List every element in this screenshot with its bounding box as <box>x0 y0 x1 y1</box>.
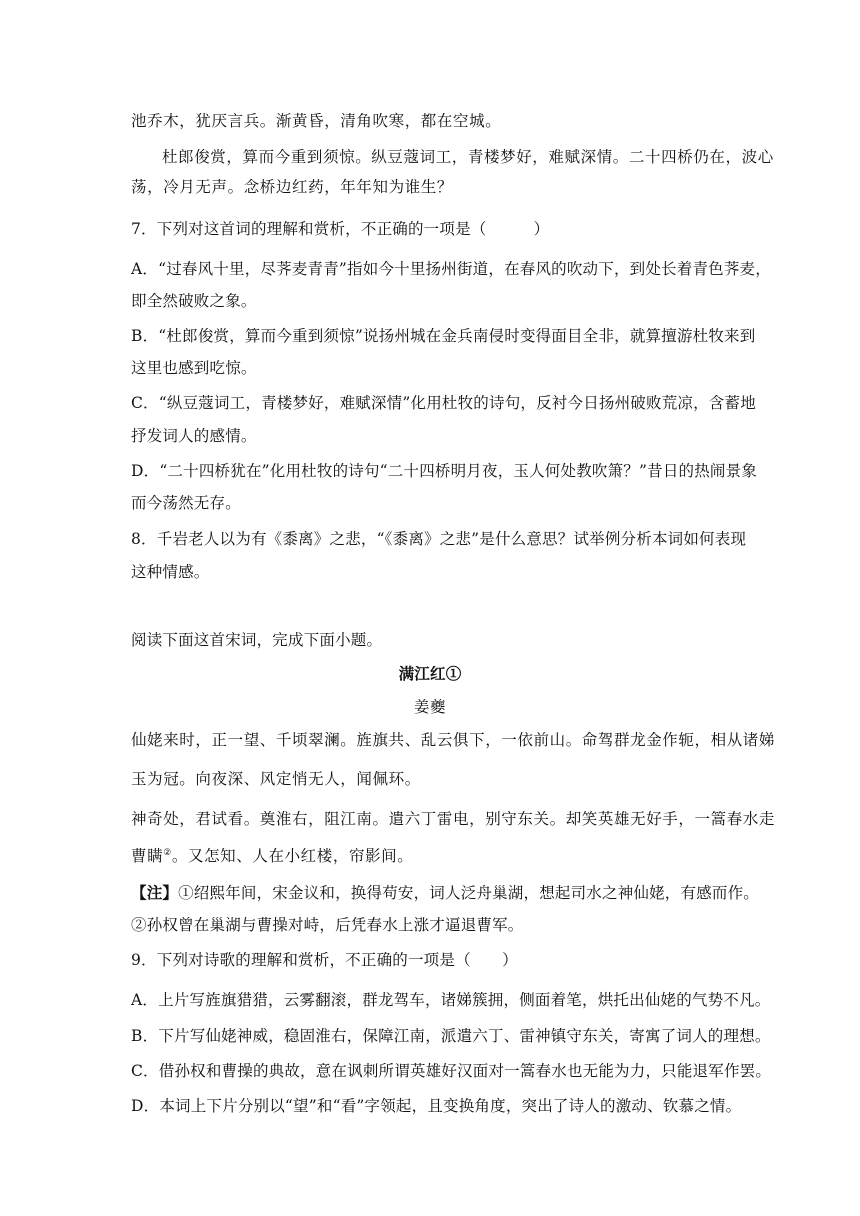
poem2-stanza-2-line-2 <box>131 846 413 866</box>
section-intro: 阅读下面这首宋词，完成下面小题。 <box>131 631 383 649</box>
question-8-line-2: 这种情感。 <box>131 563 210 581</box>
question-9-stem: 9．下列对诗歌的理解和赏析，不正确的一项是（ ） <box>131 951 518 969</box>
poem2-text-caoman: 曹瞒 <box>131 847 164 865</box>
question-8-line-1: 8．千岩老人以为有《黍离》之悲，“《黍离》之悲”是什么意思？试举例分析本词如何表现 <box>131 530 747 548</box>
note-label: 【注】 <box>131 883 179 902</box>
question-7-option-a-line-2: 即全然破败之象。 <box>131 292 257 310</box>
note-1: ①绍熙年间，宋金议和，换得苟安，词人泛舟巢湖，想起司水之神仙姥，有感而作。 <box>178 884 760 902</box>
poem-author: 姜夔 <box>413 698 447 716</box>
question-9-option-d: D．本词上下片分别以“望”和“看”字领起，且变换角度，突出了诗人的激动、钦慕之情。 <box>131 1097 742 1115</box>
question-9-option-b: B．下片写仙姥神威，稳固淮右，保障江南，派遣六丁、雷神镇守东关，寄寓了词人的理想。 <box>131 1027 771 1045</box>
note-line-1 <box>131 883 759 903</box>
poem2-stanza-1-line-2: 玉为冠。向夜深、风定悄无人，闻佩环。 <box>131 770 421 788</box>
poem1-line-1: 池乔木，犹厌言兵。渐黄昏，清角吹寒，都在空城。 <box>131 112 502 130</box>
footnote-marker-2: ② <box>163 847 172 858</box>
question-7-option-c-line-2: 抒发词人的感情。 <box>131 427 257 445</box>
question-7-option-d-line-2: 而今荡然无存。 <box>131 494 241 512</box>
note-line-2: ②孙权曾在巢湖与曹操对峙，后凭春水上涨才逼退曹军。 <box>131 916 524 934</box>
question-7-option-c-line-1: C．“纵豆蔻词工，青楼梦好，难赋深情”化用杜牧的诗句，反衬今日扬州破败荒凉，含蓄地 <box>131 394 756 412</box>
poem2-text-rest: 。又怎知、人在小红楼，帘影间。 <box>171 847 414 865</box>
question-7-option-a-line-1: A．“过春风十里，尽荠麦青青”指如今十里扬州街道，在春风的吹动下，到处长着青色荠麦， <box>131 260 771 278</box>
question-9-option-a: A．上片写旌旗猎猎，云雾翻滚，群龙驾车，诸娣簇拥，侧面着笔，烘托出仙姥的气势不凡。 <box>131 991 771 1009</box>
question-7-option-d-line-1: D．“二十四桥犹在”化用杜牧的诗句“二十四桥明月夜，玉人何处教吹箫？”昔日的热闹景象 <box>131 462 758 480</box>
question-7-option-b-line-2: 这里也感到吃惊。 <box>131 359 257 377</box>
poem-title: 满江红① <box>398 664 462 683</box>
poem1-line-2: 杜郎俊赏，算而今重到须惊。纵豆蔻词工，青楼梦好，难赋深情。二十四桥仍在，波心 <box>162 148 774 166</box>
question-7-option-b-line-1: B．“杜郎俊赏，算而今重到须惊”说扬州城在金兵南侵时变得面目全非，就算擅游杜牧来到 <box>131 327 756 345</box>
question-7-stem: 7．下列对这首词的理解和赏析，不正确的一项是（ ） <box>131 220 550 238</box>
question-9-option-c: C．借孙权和曹操的典故，意在讽刺所谓英雄好汉面对一篙春水也无能为力，只能退军作罢。 <box>131 1062 772 1080</box>
poem1-line-3: 荡，冷月无声。念桥边红药，年年知为谁生？ <box>131 178 454 196</box>
poem2-stanza-2-line-1: 神奇处，君试看。奠淮右，阻江南。遣六丁雷电，别守东关。却笑英雄无好手，一篙春水走 <box>131 810 776 828</box>
poem2-stanza-1-line-1: 仙姥来时，正一望、千顷翠澜。旌旗共、乱云俱下，一依前山。命驾群龙金作轭，相从诸娣 <box>131 731 776 749</box>
